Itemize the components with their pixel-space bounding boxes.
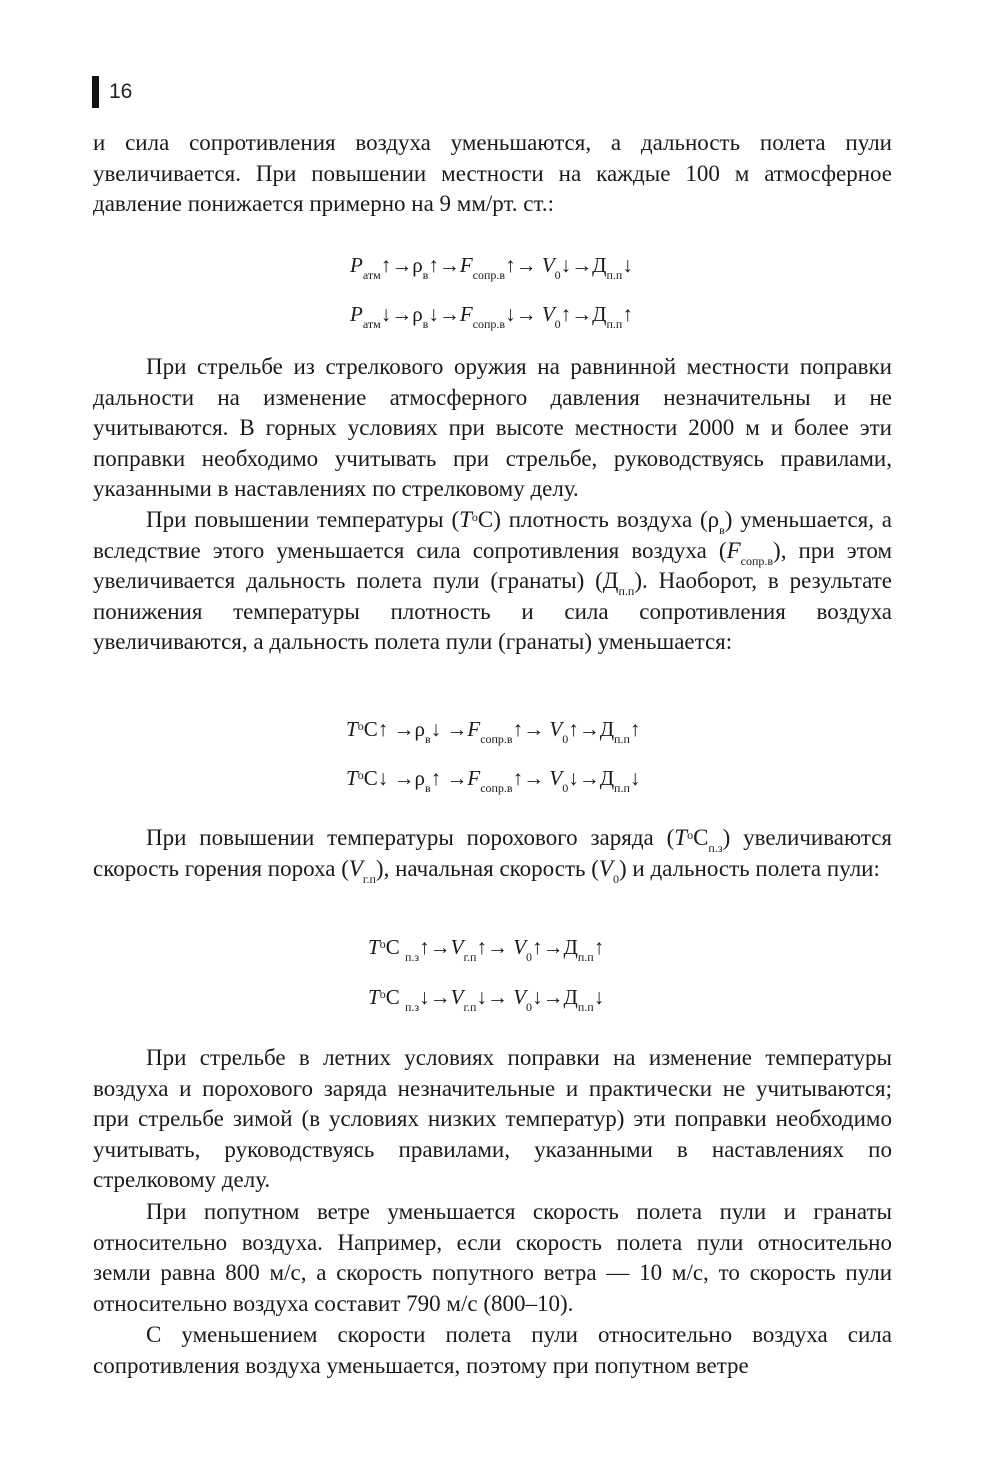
paragraph-2: При стрельбе из стрелкового оружия на равнинной местности поправки дальности на изменение атмосферного давления незначительны и не учитываются. В горных условиях при высоте местности 2000 м и более эти поправки необходимо учитывать при стрельбе, руководствуясь правилами, указанными в наставлениях по стрелковому делу. — [93, 354, 892, 501]
formula-3-line-2: $T^oC$ $_{п.з}↓\to V_{г.п}↓\to$ $V_0↓\to Д_{п.п}↓$ — [368, 985, 605, 1014]
formula-2-line-2: $T^oC↓$ $\to\rho_в↑$ $\to F_{сопр.в}↑\to$ $V_0↓\to Д_{п.п}↓$ — [346, 766, 641, 795]
paragraph-4: При повышении температуры порохового заряда $(T^oС_{п.з})$ увеличиваются скорость горения пороха $(V_{г.п})$, начальная скорость $(V_0)$ и дальность полета пули: — [93, 825, 892, 886]
paragraph-1: и сила сопротивления воздуха уменьшаются, а дальность полета пули увеличивается. При повышении местности на каждые 100 м атмосферное давление понижается примерно на 9 мм/рт. ст.: — [93, 130, 892, 216]
page-header — [92, 76, 132, 108]
paragraph-7: С уменьшением скорости полета пули относительно воздуха сила сопротивления воздуха уменьшается, поэтому при попутном ветре — [93, 1322, 892, 1378]
paragraph-6: При попутном ветре уменьшается скорость полета пули и гранаты относительно воздуха. Например, если скорость полета пули относительно земли равна 800 м/с, а скорость попутного ветра — 10 м/с, то скорость пули относительно воздуха составит 790 м/с (800–10). — [93, 1199, 892, 1316]
formula-1-line-2: $P_{атм}↓\to\rho_в↓\to F_{сопр.в}↓\to$ $V_0↑\to Д_{п.п}↑$ — [350, 302, 633, 331]
page-number: 16 — [109, 80, 133, 103]
header-bar — [92, 76, 99, 108]
formula-1-line-1: $P_{атм}↑\to\rho_в↑\to F_{сопр.в}↑\to$ $V_0↓\to Д_{п.п}↓$ — [350, 253, 633, 282]
paragraph-5: При стрельбе в летних условиях поправки на изменение температуры воздуха и порохового заряда незначительные и практически не учитываются; при стрельбе зимой (в условиях низких температур) эти поправки необходимо учитывать, руководствуясь правилами, указанными в наставлениях по стрелковому делу. — [93, 1045, 892, 1192]
formula-2-line-1: $T^oC↑$ $\to\rho_в↓$ $\to F_{сопр.в}↑\to$ $V_0↑\to Д_{п.п}↑$ — [346, 717, 641, 746]
formula-3-line-1: $T^oC$ $_{п.з}↑\to V_{г.п}↑\to$ $V_0↑\to Д_{п.п}↑$ — [368, 935, 605, 964]
paragraph-3: При повышении температуры $(T^oС)$ плотность воздуха $(\rho_в)$ уменьшается, а вследствие этого уменьшается сила сопротивления воздуха $(F_{сопр.в})$, при этом увеличивается дальность полета пули (гранаты) $(Д_{п.п})$. Наоборот, в результате понижения температуры плотность и сила сопротивления воздуха увеличиваются, а дальность полета пули (гранаты) уменьшается: — [93, 507, 893, 654]
